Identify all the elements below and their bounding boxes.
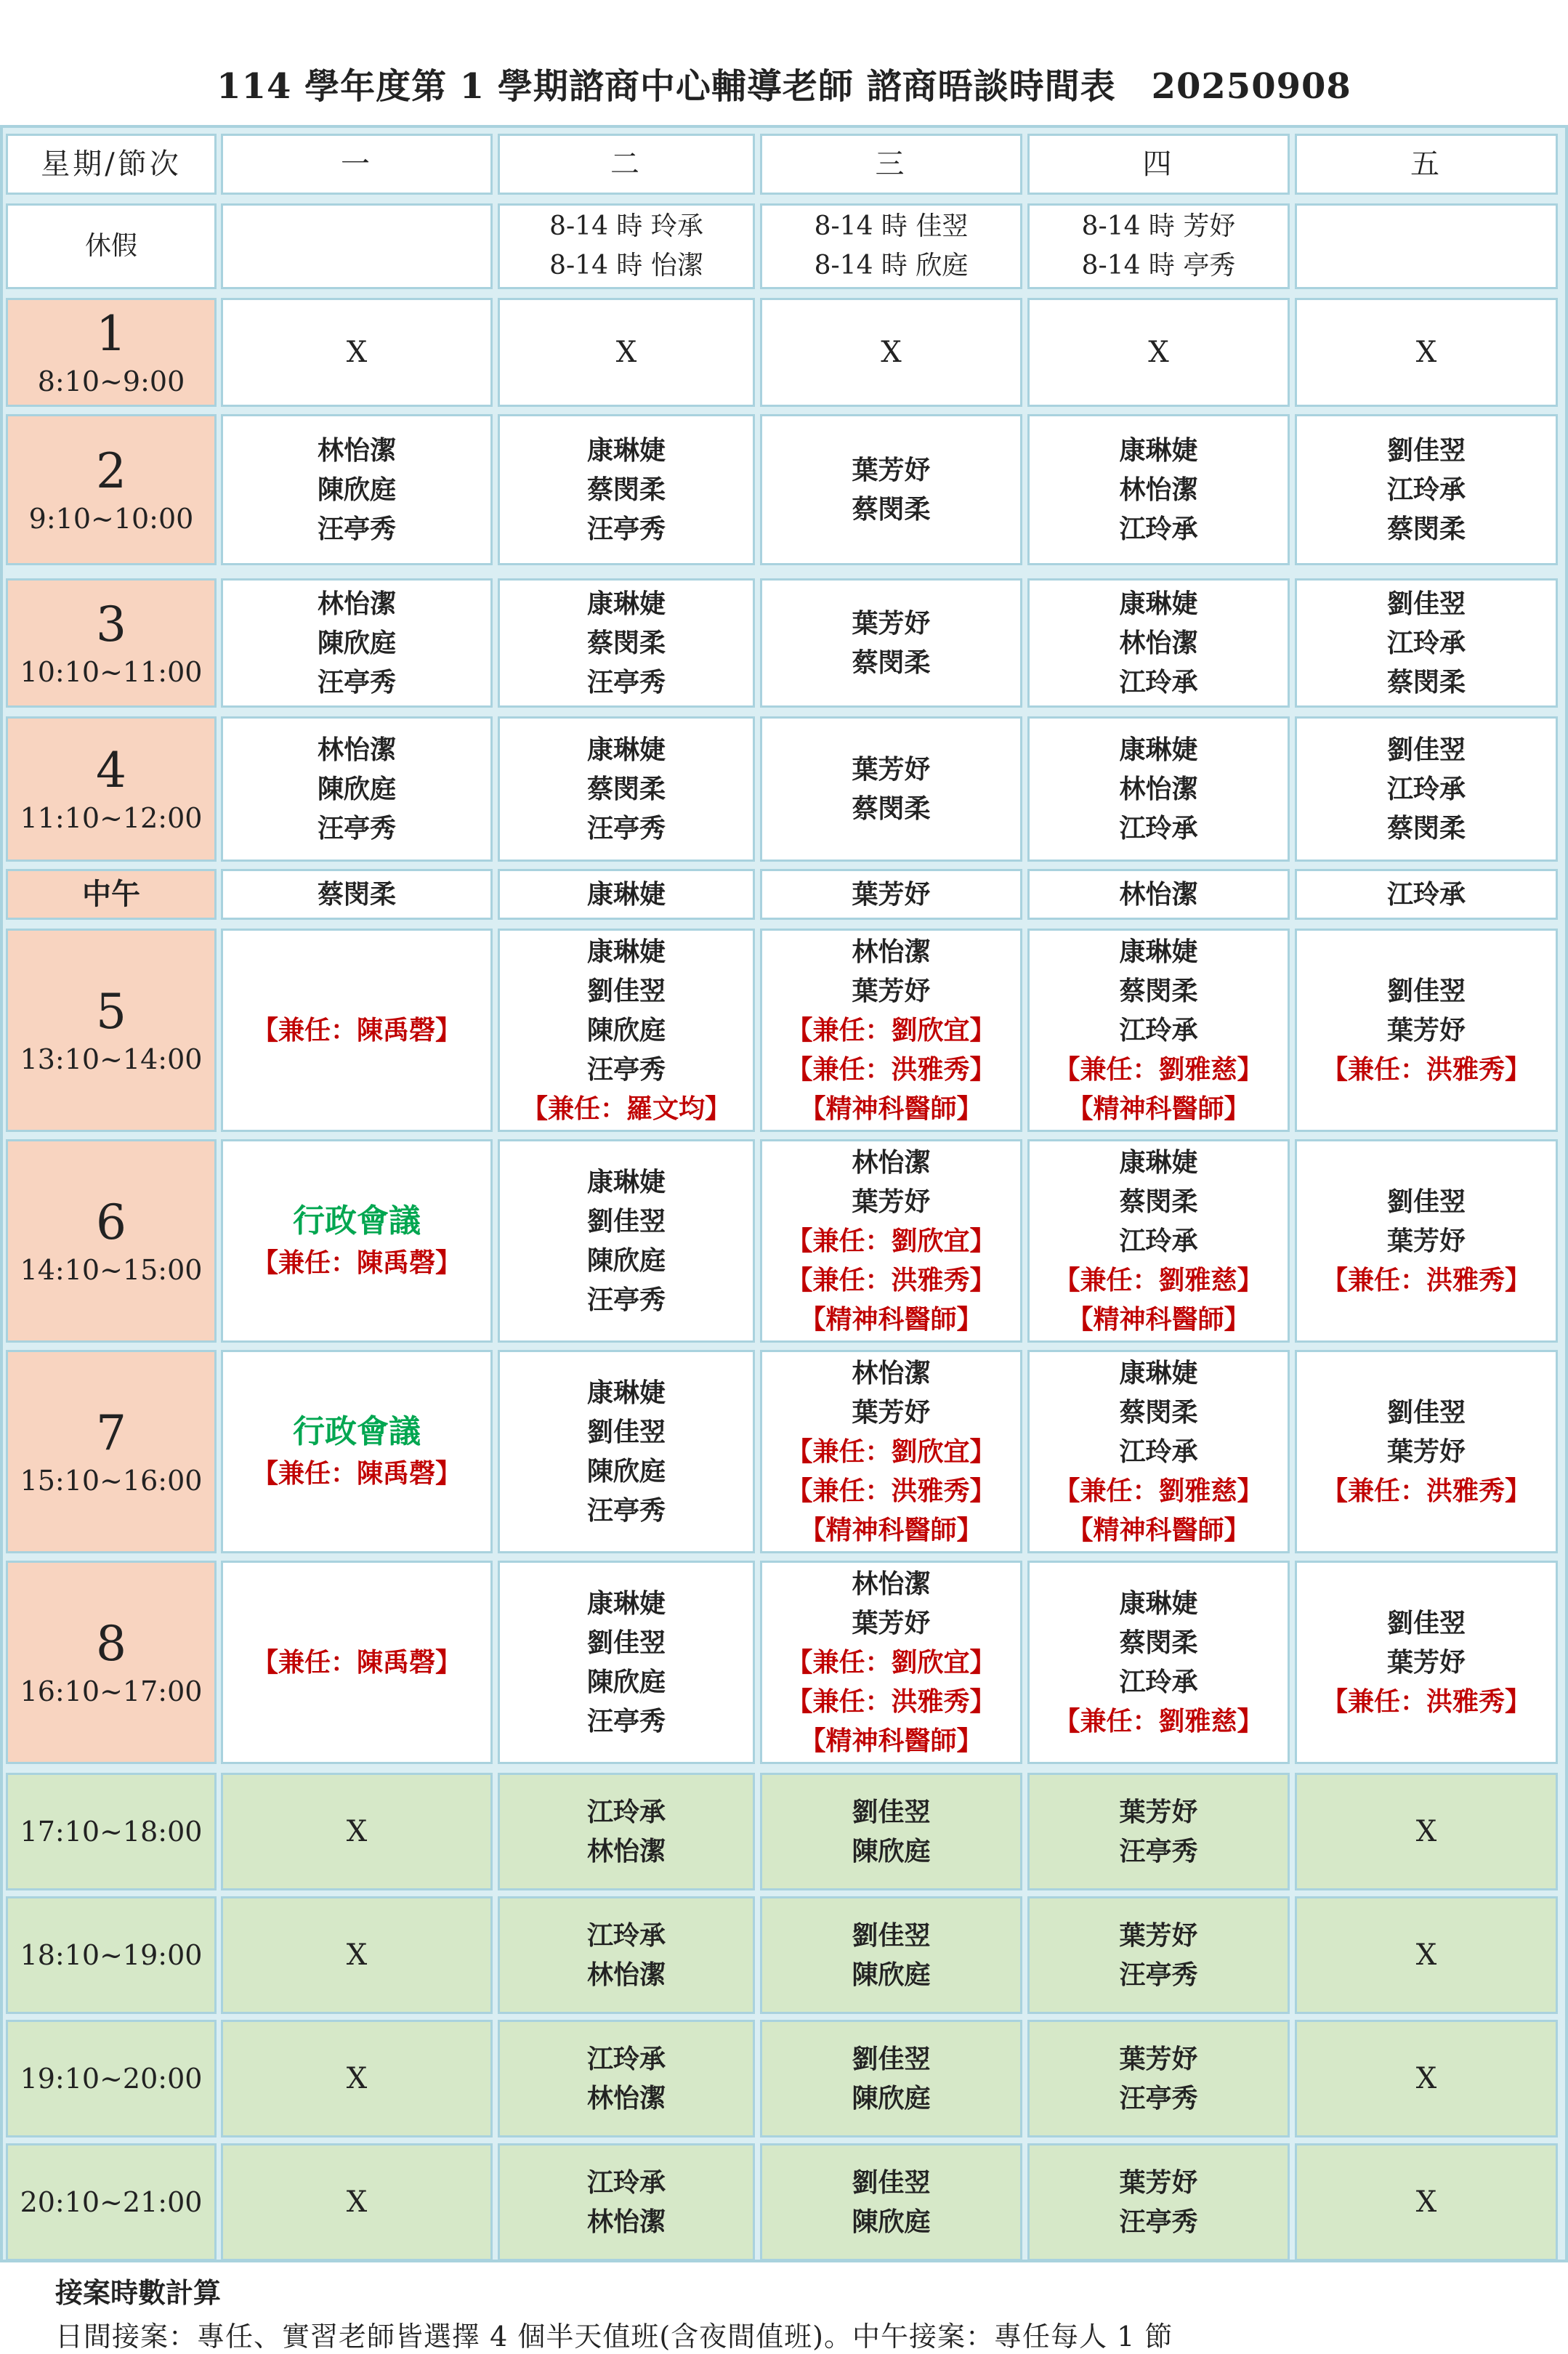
counselor-name: 蔡閔柔 — [1386, 514, 1466, 544]
counselor-name: 江玲承 — [1119, 1015, 1198, 1045]
period-number: 4 — [96, 743, 126, 798]
counselor-name: 陳欣庭 — [852, 2083, 931, 2114]
adjunct-entry: 【兼任：劉欣宜】 — [786, 1015, 996, 1045]
counselor-name: 汪亭秀 — [586, 1706, 666, 1736]
counselor-name: 蔡閔柔 — [317, 879, 396, 910]
counselor-name: 蔡閔柔 — [586, 774, 666, 804]
counselor-name: 蔡閔柔 — [1119, 1186, 1198, 1217]
counselor-name: 林怡潔 — [317, 435, 396, 466]
counselor-name: 劉佳翌 — [852, 2044, 931, 2074]
counselor-name: 康琳婕 — [586, 1378, 666, 1408]
counselor-name: 葉芳妤 — [852, 976, 931, 1006]
adjunct-entry: 【精神科醫師】 — [1067, 1093, 1250, 1124]
counselor-name: 陳欣庭 — [586, 1456, 666, 1487]
adjunct-entry: 【兼任：劉雅慈】 — [1054, 1054, 1264, 1085]
period-number: 8 — [96, 1616, 126, 1672]
empty-mark: X — [1415, 336, 1437, 369]
empty-mark: X — [346, 2062, 368, 2095]
evening-cell — [221, 1896, 493, 2014]
counselor-name: 林怡潔 — [852, 1147, 931, 1178]
counselor-name: 劉佳翌 — [586, 976, 666, 1006]
counselor-name: 康琳婕 — [586, 588, 666, 619]
evening-cell — [1027, 1773, 1290, 1890]
counselor-name: 康琳婕 — [586, 879, 666, 910]
counselor-name: 葉芳妤 — [852, 754, 931, 785]
meeting-entry: 行政會議 — [293, 1413, 421, 1450]
evening-label-cell — [6, 2143, 217, 2261]
counselor-name: 劉佳翌 — [852, 1797, 931, 1827]
counselor-name: 康琳婕 — [586, 435, 666, 466]
evening-label-cell — [6, 2020, 217, 2137]
period-8-cell — [1295, 1561, 1558, 1764]
counselor-name: 林怡潔 — [586, 1836, 666, 1866]
adjunct-entry: 【精神科醫師】 — [799, 1304, 983, 1335]
counselor-name: 江玲承 — [1386, 774, 1466, 804]
lunch-label: 中午 — [82, 877, 140, 911]
counselor-name: 汪亭秀 — [586, 1495, 666, 1526]
counselor-name: 江玲承 — [1386, 879, 1466, 910]
counselor-name: 江玲承 — [1386, 628, 1466, 658]
period-1-cell — [1295, 298, 1558, 407]
leave-label: 休假 — [84, 231, 137, 261]
counselor-name: 蔡閔柔 — [1119, 1627, 1198, 1658]
evening-cell — [221, 1773, 493, 1890]
period-7-cell — [498, 1350, 755, 1553]
counselor-name: 陳欣庭 — [852, 1959, 931, 1990]
leave-entry: 8-14 時 怡潔 — [549, 251, 703, 280]
adjunct-entry: 【兼任：洪雅秀】 — [1321, 1265, 1531, 1295]
leave-entry: 8-14 時 亭秀 — [1081, 251, 1236, 280]
period-6-cell — [760, 1139, 1022, 1343]
counselor-name: 蔡閔柔 — [1119, 1397, 1198, 1428]
period-3-cell — [1027, 578, 1290, 708]
period-8-cell — [760, 1561, 1022, 1764]
period-3-cell — [221, 578, 493, 708]
counselor-name: 劉佳翌 — [1386, 435, 1466, 466]
counselor-name: 江玲承 — [1119, 813, 1198, 844]
period-2-cell — [760, 414, 1022, 565]
adjunct-entry: 【兼任：洪雅秀】 — [786, 1686, 996, 1717]
evening-time: 17:10~18:00 — [20, 1816, 203, 1848]
period-time: 16:10~17:00 — [20, 1675, 203, 1707]
counselor-name: 江玲承 — [1119, 1436, 1198, 1467]
lunch-cell — [1295, 869, 1558, 920]
period-4-cell — [221, 716, 493, 862]
adjunct-entry: 【兼任：洪雅秀】 — [1321, 1476, 1531, 1506]
counselor-name: 葉芳妤 — [1386, 1436, 1466, 1467]
leave-cell — [1295, 203, 1558, 289]
evening-time: 19:10~20:00 — [20, 2063, 203, 2095]
period-3-cell — [760, 578, 1022, 708]
empty-mark: X — [346, 1938, 368, 1972]
counselor-name: 陳欣庭 — [852, 2207, 931, 2237]
counselor-name: 蔡閔柔 — [852, 647, 931, 678]
counselor-name: 蔡閔柔 — [586, 628, 666, 658]
evening-label-cell — [6, 1896, 217, 2014]
counselor-name: 汪亭秀 — [586, 1285, 666, 1315]
header-corner-label: 星期/節次 — [41, 147, 182, 181]
counselor-name: 蔡閔柔 — [1386, 813, 1466, 844]
leave-entry: 8-14 時 佳翌 — [814, 211, 969, 241]
period-2-cell — [498, 414, 755, 565]
counselor-name: 汪亭秀 — [1119, 2207, 1198, 2237]
counselor-name: 劉佳翌 — [1386, 1608, 1466, 1638]
period-5-cell — [1295, 929, 1558, 1132]
counselor-name: 劉佳翌 — [586, 1627, 666, 1658]
counselor-name: 劉佳翌 — [586, 1206, 666, 1237]
counselor-name: 劉佳翌 — [1386, 1186, 1466, 1217]
counselor-name: 汪亭秀 — [1119, 2083, 1198, 2114]
empty-mark: X — [615, 336, 637, 369]
leave-cell — [498, 203, 755, 289]
counselor-name: 葉芳妤 — [1119, 2167, 1198, 2198]
period-2-label — [6, 414, 217, 565]
counselor-name: 劉佳翌 — [586, 1417, 666, 1447]
leave-label-cell — [6, 203, 217, 289]
period-time: 13:10~14:00 — [20, 1043, 203, 1075]
evening-cell — [498, 1896, 755, 2014]
counselor-name: 葉芳妤 — [852, 1186, 931, 1217]
period-2-cell — [221, 414, 493, 565]
counselor-name: 蔡閔柔 — [1119, 976, 1198, 1006]
period-6-label — [6, 1139, 217, 1343]
counselor-name: 林怡潔 — [852, 1358, 931, 1388]
footer-heading: 接案時數計算 — [55, 2276, 222, 2309]
counselor-name: 康琳婕 — [586, 1588, 666, 1619]
period-time: 11:10~12:00 — [20, 802, 203, 834]
period-8-label — [6, 1561, 217, 1764]
adjunct-entry: 【兼任：劉雅慈】 — [1054, 1706, 1264, 1736]
counselor-name: 汪亭秀 — [317, 813, 396, 844]
header-day-4 — [1027, 134, 1290, 195]
counselor-name: 康琳婕 — [1119, 1358, 1198, 1388]
period-4-cell — [498, 716, 755, 862]
adjunct-entry: 【兼任：劉欣宜】 — [786, 1436, 996, 1467]
adjunct-entry: 【精神科醫師】 — [799, 1726, 983, 1756]
adjunct-entry: 【精神科醫師】 — [1067, 1304, 1250, 1335]
lunch-cell — [760, 869, 1022, 920]
counselor-name: 江玲承 — [586, 1920, 666, 1951]
counselor-name: 陳欣庭 — [586, 1667, 666, 1697]
header-day-label: 三 — [875, 147, 908, 181]
counselor-name: 葉芳妤 — [1386, 1226, 1466, 1256]
counselor-name: 林怡潔 — [852, 1569, 931, 1599]
evening-cell — [760, 2143, 1022, 2261]
period-1-cell — [1027, 298, 1290, 407]
counselor-name: 劉佳翌 — [852, 2167, 931, 2198]
evening-cell — [1295, 1773, 1558, 1890]
leave-entry: 8-14 時 玲承 — [549, 211, 703, 241]
counselor-name: 葉芳妤 — [1119, 1797, 1198, 1827]
counselor-name: 劉佳翌 — [1386, 976, 1466, 1006]
counselor-name: 劉佳翌 — [1386, 735, 1466, 765]
period-5-cell — [760, 929, 1022, 1132]
lunch-cell — [221, 869, 493, 920]
period-time: 15:10~16:00 — [20, 1465, 203, 1497]
counselor-name: 葉芳妤 — [1119, 2044, 1198, 2074]
header-day-3 — [760, 134, 1022, 195]
period-5-cell — [498, 929, 755, 1132]
adjunct-entry: 【兼任：洪雅秀】 — [786, 1054, 996, 1085]
period-number: 5 — [96, 984, 126, 1040]
counselor-name: 林怡潔 — [317, 735, 396, 765]
period-8-cell — [498, 1561, 755, 1764]
period-7-cell — [221, 1350, 493, 1553]
period-time: 8:10~9:00 — [37, 365, 185, 397]
counselor-name: 林怡潔 — [1119, 774, 1198, 804]
period-1-cell — [760, 298, 1022, 407]
counselor-name: 江玲承 — [586, 1797, 666, 1827]
counselor-name: 葉芳妤 — [852, 1608, 931, 1638]
adjunct-entry: 【兼任：洪雅秀】 — [786, 1265, 996, 1295]
period-1-cell — [498, 298, 755, 407]
evening-cell — [221, 2020, 493, 2137]
period-number: 2 — [96, 443, 126, 499]
period-1-label — [6, 298, 217, 407]
header-day-5 — [1295, 134, 1558, 195]
evening-cell — [760, 1773, 1022, 1890]
counselor-name: 汪亭秀 — [586, 1054, 666, 1085]
counselor-name: 蔡閔柔 — [852, 494, 931, 525]
counselor-name: 康琳婕 — [586, 735, 666, 765]
evening-cell — [1027, 2143, 1290, 2261]
counselor-name: 蔡閔柔 — [1386, 667, 1466, 697]
evening-cell — [498, 1773, 755, 1890]
adjunct-entry: 【精神科醫師】 — [799, 1093, 983, 1124]
period-5-cell — [221, 929, 493, 1132]
period-4-label — [6, 716, 217, 862]
counselor-name: 葉芳妤 — [1386, 1647, 1466, 1678]
evening-cell — [1295, 1896, 1558, 2014]
leave-cell — [1027, 203, 1290, 289]
evening-cell — [498, 2143, 755, 2261]
header-day-1 — [221, 134, 493, 195]
counselor-name: 汪亭秀 — [586, 514, 666, 544]
counselor-name: 林怡潔 — [1119, 628, 1198, 658]
counselor-name: 康琳婕 — [1119, 435, 1198, 466]
counselor-name: 林怡潔 — [1119, 474, 1198, 505]
counselor-name: 康琳婕 — [1119, 937, 1198, 967]
adjunct-entry: 【兼任：劉雅慈】 — [1054, 1265, 1264, 1295]
leave-entry: 8-14 時 欣庭 — [814, 251, 969, 280]
period-7-cell — [1027, 1350, 1290, 1553]
leave-cell — [760, 203, 1022, 289]
counselor-name: 康琳婕 — [1119, 1588, 1198, 1619]
period-4-cell — [760, 716, 1022, 862]
counselor-name: 江玲承 — [1386, 474, 1466, 505]
footer-note: 日間接案：專任、實習老師皆選擇 4 個半天值班(含夜間值班)。中午接案：專任每人 1 節 — [55, 2321, 1173, 2353]
evening-time: 18:10~19:00 — [20, 1939, 203, 1971]
counselor-name: 蔡閔柔 — [852, 793, 931, 824]
evening-cell — [760, 2020, 1022, 2137]
leave-entry: 8-14 時 芳妤 — [1081, 211, 1236, 241]
empty-mark: X — [1415, 2185, 1437, 2219]
period-8-cell — [1027, 1561, 1290, 1764]
adjunct-entry: 【精神科醫師】 — [1067, 1515, 1250, 1545]
period-number: 1 — [96, 306, 126, 362]
adjunct-entry: 【兼任：劉欣宜】 — [786, 1647, 996, 1678]
evening-cell — [1027, 1896, 1290, 2014]
page-title: 114 學年度第 1 學期諮商中心輔導老師 諮商晤談時間表 20250908 — [217, 66, 1351, 107]
counselor-name: 陳欣庭 — [586, 1245, 666, 1276]
period-time: 14:10~15:00 — [20, 1254, 203, 1286]
counselor-name: 江玲承 — [1119, 1667, 1198, 1697]
counselor-name: 汪亭秀 — [1119, 1836, 1198, 1866]
period-3-cell — [498, 578, 755, 708]
counselor-name: 劉佳翌 — [1386, 1397, 1466, 1428]
counselor-name: 葉芳妤 — [852, 608, 931, 639]
counselor-name: 劉佳翌 — [852, 1920, 931, 1951]
period-2-cell — [1027, 414, 1290, 565]
counselor-name: 葉芳妤 — [1386, 1015, 1466, 1045]
empty-mark: X — [346, 2185, 368, 2219]
lunch-cell — [1027, 869, 1290, 920]
adjunct-entry: 【兼任：羅文均】 — [521, 1093, 731, 1124]
period-6-cell — [1295, 1139, 1558, 1343]
period-7-cell — [1295, 1350, 1558, 1553]
counselor-name: 劉佳翌 — [1386, 588, 1466, 619]
counselor-name: 汪亭秀 — [317, 667, 396, 697]
adjunct-entry: 【精神科醫師】 — [799, 1515, 983, 1545]
period-7-label — [6, 1350, 217, 1553]
empty-mark: X — [1148, 336, 1169, 369]
counselor-name: 汪亭秀 — [586, 667, 666, 697]
adjunct-entry: 【兼任：陳禹磬】 — [251, 1015, 461, 1045]
counselor-name: 蔡閔柔 — [586, 474, 666, 505]
counselor-name: 康琳婕 — [1119, 588, 1198, 619]
adjunct-entry: 【兼任：洪雅秀】 — [1321, 1054, 1531, 1085]
counselor-name: 陳欣庭 — [586, 1015, 666, 1045]
period-number: 7 — [96, 1405, 126, 1461]
empty-mark: X — [881, 336, 902, 369]
period-5-cell — [1027, 929, 1290, 1132]
leave-cell — [221, 203, 493, 289]
empty-mark: X — [1415, 1938, 1437, 1972]
period-7-cell — [760, 1350, 1022, 1553]
period-6-cell — [1027, 1139, 1290, 1343]
adjunct-entry: 【兼任：陳禹磬】 — [251, 1647, 461, 1678]
adjunct-entry: 【兼任：劉雅慈】 — [1054, 1476, 1264, 1506]
counselor-name: 康琳婕 — [586, 1167, 666, 1197]
evening-time: 20:10~21:00 — [20, 2186, 203, 2218]
counselor-name: 林怡潔 — [1119, 879, 1198, 910]
counselor-name: 陳欣庭 — [317, 474, 396, 505]
counselor-name: 葉芳妤 — [852, 879, 931, 910]
counselor-name: 葉芳妤 — [1119, 1920, 1198, 1951]
counselor-name: 汪亭秀 — [317, 514, 396, 544]
lunch-cell — [498, 869, 755, 920]
schedule-table — [0, 125, 1568, 2262]
header-day-label: 一 — [341, 147, 373, 181]
empty-mark: X — [346, 1815, 368, 1848]
counselor-name: 陳欣庭 — [317, 774, 396, 804]
counselor-name: 康琳婕 — [1119, 1147, 1198, 1178]
evening-cell — [1295, 2143, 1558, 2261]
counselor-name: 林怡潔 — [586, 2083, 666, 2114]
header-day-label: 二 — [610, 147, 642, 181]
evening-label-cell — [6, 1773, 217, 1890]
counselor-name: 江玲承 — [1119, 667, 1198, 697]
counselor-name: 葉芳妤 — [852, 455, 931, 485]
evening-cell — [498, 2020, 755, 2137]
counselor-name: 林怡潔 — [586, 2207, 666, 2237]
counselor-name: 林怡潔 — [852, 937, 931, 967]
period-8-cell — [221, 1561, 493, 1764]
period-4-cell — [1295, 716, 1558, 862]
counselor-name: 林怡潔 — [586, 1959, 666, 1990]
evening-cell — [221, 2143, 493, 2261]
adjunct-entry: 【兼任：劉欣宜】 — [786, 1226, 996, 1256]
evening-cell — [760, 1896, 1022, 2014]
counselor-name: 汪亭秀 — [586, 813, 666, 844]
header-corner — [6, 134, 217, 195]
counselor-name: 汪亭秀 — [1119, 1959, 1198, 1990]
counselor-name: 江玲承 — [1119, 514, 1198, 544]
counselor-name: 陳欣庭 — [852, 1836, 931, 1866]
counselor-name: 江玲承 — [586, 2167, 666, 2198]
period-5-label — [6, 929, 217, 1132]
counselor-name: 葉芳妤 — [852, 1397, 931, 1428]
period-4-cell — [1027, 716, 1290, 862]
counselor-name: 陳欣庭 — [317, 628, 396, 658]
empty-mark: X — [1415, 1815, 1437, 1848]
adjunct-entry: 【兼任：陳禹磬】 — [251, 1247, 461, 1278]
period-1-cell — [221, 298, 493, 407]
adjunct-entry: 【兼任：洪雅秀】 — [786, 1476, 996, 1506]
counselor-name: 康琳婕 — [1119, 735, 1198, 765]
adjunct-entry: 【兼任：洪雅秀】 — [1321, 1686, 1531, 1717]
period-3-cell — [1295, 578, 1558, 708]
meeting-entry: 行政會議 — [293, 1202, 421, 1239]
empty-mark: X — [1415, 2062, 1437, 2095]
counselor-name: 江玲承 — [1119, 1226, 1198, 1256]
counselor-name: 江玲承 — [586, 2044, 666, 2074]
empty-mark: X — [346, 336, 368, 369]
header-day-label: 五 — [1410, 147, 1442, 181]
evening-cell — [1295, 2020, 1558, 2137]
period-number: 3 — [96, 596, 126, 652]
adjunct-entry: 【兼任：陳禹磬】 — [251, 1458, 461, 1489]
period-number: 6 — [96, 1194, 126, 1250]
counselor-name: 林怡潔 — [317, 588, 396, 619]
header-day-2 — [498, 134, 755, 195]
period-time: 10:10~11:00 — [20, 656, 203, 688]
header-day-label: 四 — [1142, 147, 1175, 181]
period-3-label — [6, 578, 217, 708]
counselor-name: 康琳婕 — [586, 937, 666, 967]
evening-cell — [1027, 2020, 1290, 2137]
lunch-label-cell — [6, 869, 217, 920]
period-2-cell — [1295, 414, 1558, 565]
period-6-cell — [221, 1139, 493, 1343]
period-6-cell — [498, 1139, 755, 1343]
period-time: 9:10~10:00 — [28, 503, 194, 535]
